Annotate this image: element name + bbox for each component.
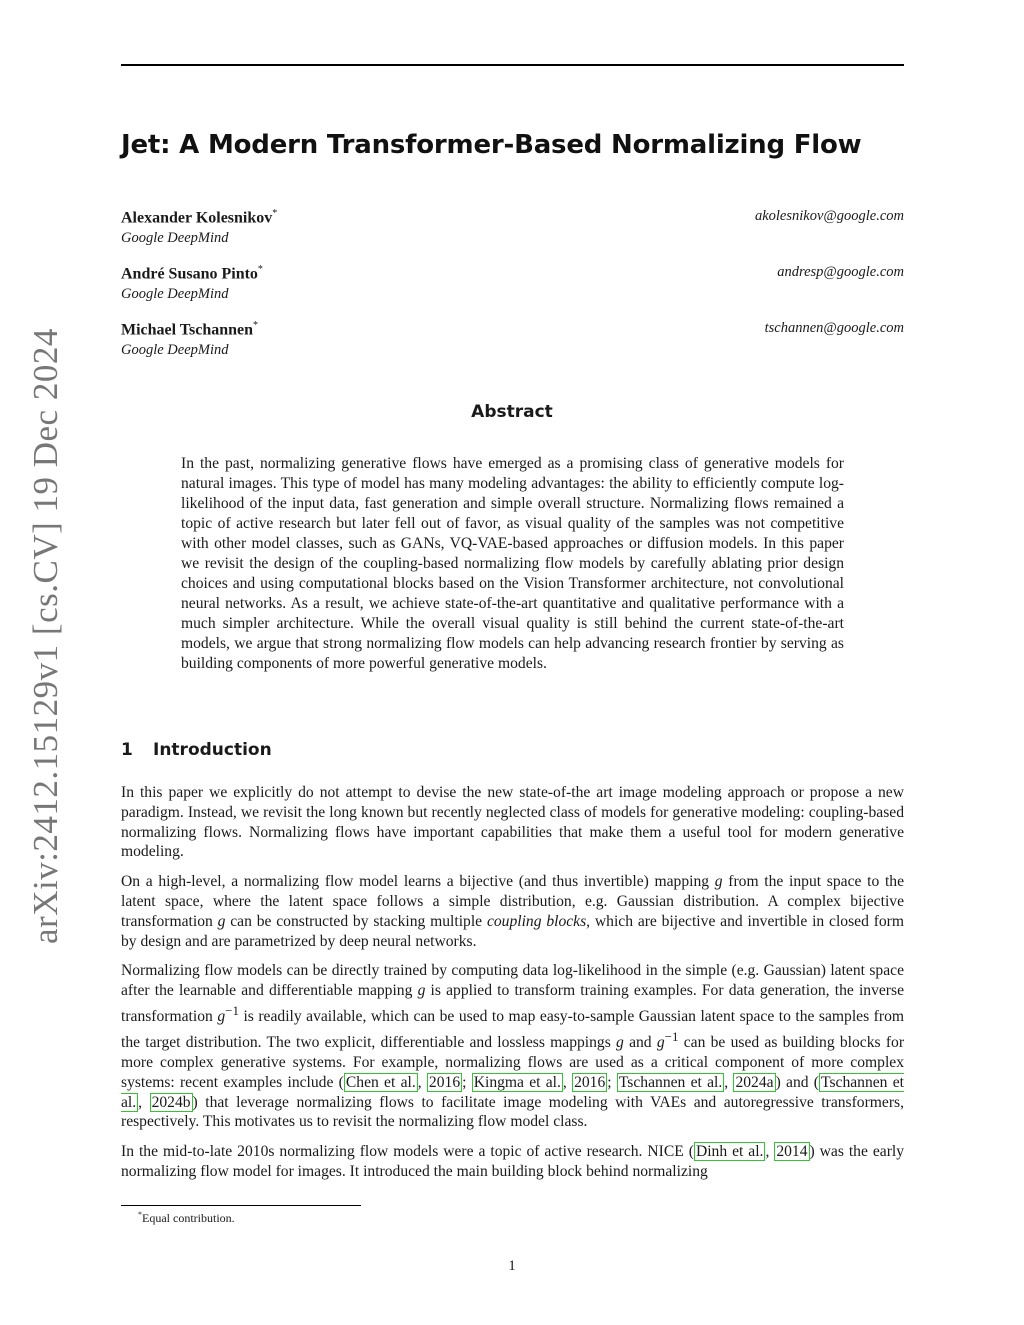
author-block (121, 263, 904, 303)
author-name: Alexander Kolesnikov* (121, 207, 278, 226)
citation-link[interactable]: 2016 (574, 1073, 606, 1091)
arxiv-identifier[interactable]: arXiv:2412.15129v1 [cs.CV] 19 Dec 2024 (26, 328, 65, 944)
author-affiliation: Google DeepMind (121, 286, 229, 302)
introduction-body (121, 783, 904, 1192)
paragraph: In the mid-to-late 2010s normalizing flow models were a topic of active research. NICE ( Dinh et al. , 2014 ) was the early normalizing flow model for images. It introduced the main building block behind normalizing (121, 1143, 905, 1180)
paper-title: Jet: A Modern Transformer-Based Normalizing Flow (121, 130, 862, 160)
paragraph: In this paper we explicitly do not attempt to devise the new state-of-the art image modeling approach or propose a new paradigm. Instead, we revisit the long known but recently neglected class of models for generative modeling: coupling-based normalizing flows. Normalizing flows have important capabilities that make them a useful tool for modern generative modeling. (121, 784, 904, 861)
top-rule (121, 64, 904, 66)
citation-link[interactable]: 2024b (151, 1093, 191, 1111)
citation-link[interactable]: 2024a (735, 1073, 774, 1091)
author-affiliation: Google DeepMind (121, 230, 229, 246)
citation-link[interactable]: 2016 (428, 1073, 461, 1091)
abstract-text: In the past, normalizing generative flows have emerged as a promising class of generative models for natural images. This type of model has many modeling advantages: the ability to efficiently compute log-likelihood of the input data, fast generation and simple overall structure. Normalizing flows remained a topic of active research but later fell out of favor, as visual quality of the samples was not competitive with other model classes, such as GANs, VQ-VAE-based approaches or diffusion models. In this paper we revisit the design of the coupling-based normalizing flow models by carefully ablating prior design choices and using computational blocks based on the Vision Transformer architecture, not convolutional neural networks. As a result, we achieve state-of-the-art quantitative and qualitative performance with a much simpler architecture. While the overall visual quality is still behind the current state-of-the-art models, we argue that strong normalizing flow models can help advancing research frontier by serving as building components of more powerful generative models. (181, 455, 844, 672)
section-number: 1 (121, 740, 133, 760)
author-block (121, 319, 904, 359)
author-affiliation: Google DeepMind (121, 342, 229, 358)
paragraph: On a high-level, a normalizing flow model learns a bijective (and thus invertible) mapping g from the input space to the latent space, where the latent space follows a simple distribution, e.g. Gaussian distribution. A complex bijective transformation g can be constructed by stacking multiple coupling blocks, which are bijective and invertible in closed form by design and are parametrized by deep neural networks. (121, 873, 905, 950)
author-name: André Susano Pinto* (121, 263, 263, 282)
footnote: *Equal contribution. (138, 1210, 235, 1225)
author-email[interactable]: akolesnikov@google.com (754, 208, 904, 224)
citation-link[interactable]: Dinh et al. (695, 1143, 764, 1161)
author-email[interactable]: tschannen@google.com (764, 320, 904, 336)
citation-link[interactable]: Kingma et al. (473, 1073, 561, 1091)
page-number: 1 (508, 1258, 516, 1274)
author-name: Michael Tschannen* (121, 319, 259, 338)
section-title: Introduction (153, 740, 272, 760)
abstract-heading: Abstract (471, 402, 553, 422)
author-block (121, 207, 904, 247)
citation-link[interactable]: Tschannen et al. (121, 1073, 904, 1111)
author-email[interactable]: andresp@google.com (777, 264, 904, 280)
footnote-rule (121, 1205, 361, 1206)
paragraph: Normalizing flow models can be directly trained by computing data log-likelihood in the simple (e.g. Gaussian) latent space after the learnable and differentiable mapping g is applied to transform training examples. For data generation, the inverse transformation $g^{-1}$ is readily available, which can be used to map easy-to-sample Gaussian latent space to the samples from the target distribution. The two explicit, differentiable and lossless mappings g and $g^{-1}$ can be used as building blocks for more complex generative systems. For example, normalizing flows are used as a critical component of more complex systems: recent examples include ( Chen et al. , 2016 ; Kingma et al. , 2016 ; Tschannen et al. , 2024a ) and ( Tschannen et al. , 2024b ) that leverage normalizing flows to facilitate image modeling with VAEs and autoregressive transformers, respectively. This motivates us to revisit the normalizing flow model class. (121, 962, 905, 1131)
citation-link[interactable]: 2014 (776, 1143, 808, 1161)
section-heading (121, 740, 272, 760)
citation-link[interactable]: Chen et al. (345, 1073, 416, 1091)
citation-link[interactable]: Tschannen et al. (618, 1073, 723, 1091)
